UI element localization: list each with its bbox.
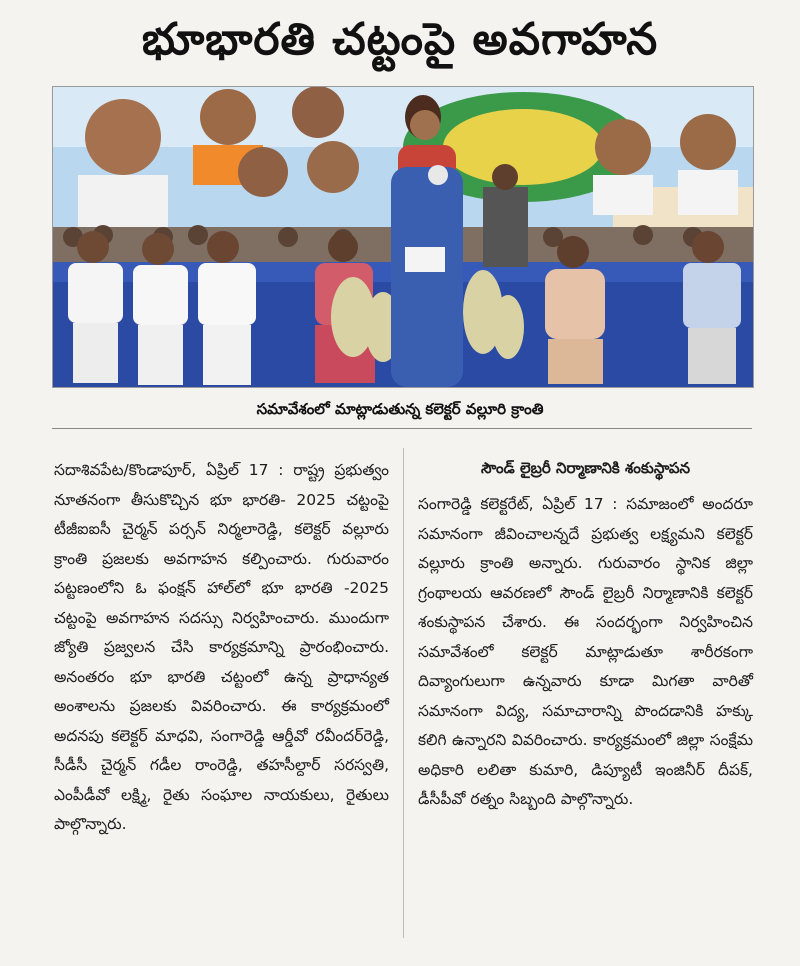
banner-portrait	[595, 119, 651, 175]
right-article-body: సమాజంలో అందరూ సమానంగా జీవించాలన్నదే ప్రభుత్వ లక్ష్యమని కలెక్టర్ వల్లూరు క్రాంతి అన్నారు. గురువారం స్థానిక జిల్లా గ్రంథాలయ ఆవరణలో సౌండ్ లైబ్రరీ నిర్మాణానికి కలెక్టర్ శంకుస్థాపన చేశారు. ఈ సందర్భంగా నిర్వహించిన సమావేశంలో కలెక్టర్ మాట్లాడుతూ శారీరకంగా దివ్యాంగులుగా ఉన్నవారు కూడా మిగతా వారితో సమానంగా విద్య, సమాచారాన్ని పొందడానికి హక్కు కలిగి ఉన్నారని వివరించారు. కార్యక్రమంలో జిల్లా సంక్షేమ అధికారి లలితా కుమారి, డిప్యూటీ ఇంజినీర్ దీపక్, డీసీపీవో రత్నం సిబ్బంది పాల్గొన్నారు.	[418, 495, 754, 808]
banner-portrait	[680, 114, 736, 170]
banner-portrait	[200, 89, 256, 145]
banner-portrait	[307, 141, 359, 193]
photo-caption: సమావేశంలో మాట్లాడుతున్న కలెక్టర్ వల్లూరి క్రాంతి	[256, 400, 544, 418]
left-article-dateline: సదాశివపేట/కొండాపూర్, ఏప్రిల్ 17 :	[54, 461, 294, 479]
caption-divider	[52, 428, 752, 429]
banner-portrait	[85, 99, 161, 175]
headline: భూభారతి చట్టంపై అవగాహన	[141, 14, 659, 65]
banner-portrait	[238, 147, 288, 197]
left-article	[54, 456, 389, 840]
left-article-body: రాష్ట్ర ప్రభుత్వం నూతనంగా తీసుకొచ్చిన భూ భారతి- 2025 చట్టంపై టీజీఐఐసీ చైర్మన్ పర్సన్ నిర్మలారెడ్డి, కలెక్టర్ వల్లూరు క్రాంతి ప్రజలకు అవగాహన కల్పించారు. గురువారం పట్టణంలోని ఓ ఫంక్షన్ హాల్‌లో భూ భారతి -2025 చట్టంపై అవగాహన సదస్సు నిర్వహించారు. ముందుగా జ్యోతి ప్రజ్వలన చేసి కార్యక్రమాన్ని ప్రారంభించారు. అనంతరం భూ భారతి చట్టంలో ఉన్న ప్రాధాన్యత అంశాలను ప్రజలకు వివరించారు. ఈ కార్యక్రమంలో అదనపు కలెక్టర్ మాధవి, సంగారెడ్డి ఆర్డీవో రవీందర్‌రెడ్డి, సీడీసీ చైర్మన్ గడీల రాంరెడ్డి, తహసీల్దార్ సరస్వతి, ఎంపీడీవో లక్ష్మి, రైతు సంఘాల నాయకులు, రైతులు పాల్గొన్నారు.	[54, 461, 389, 833]
right-article-subheading: సౌండ్ లైబ్రరీ నిర్మాణానికి శంకుస్థాపన	[480, 459, 691, 477]
event-photo	[52, 86, 754, 388]
banner-portrait	[292, 87, 344, 138]
column-divider	[403, 448, 404, 938]
event-photo-illustration	[53, 87, 753, 387]
right-article	[418, 456, 753, 815]
standing-attendee	[483, 187, 528, 267]
right-article-dateline: సంగారెడ్డి కలెక్టరేట్, ఏప్రిల్ 17 :	[418, 495, 627, 513]
